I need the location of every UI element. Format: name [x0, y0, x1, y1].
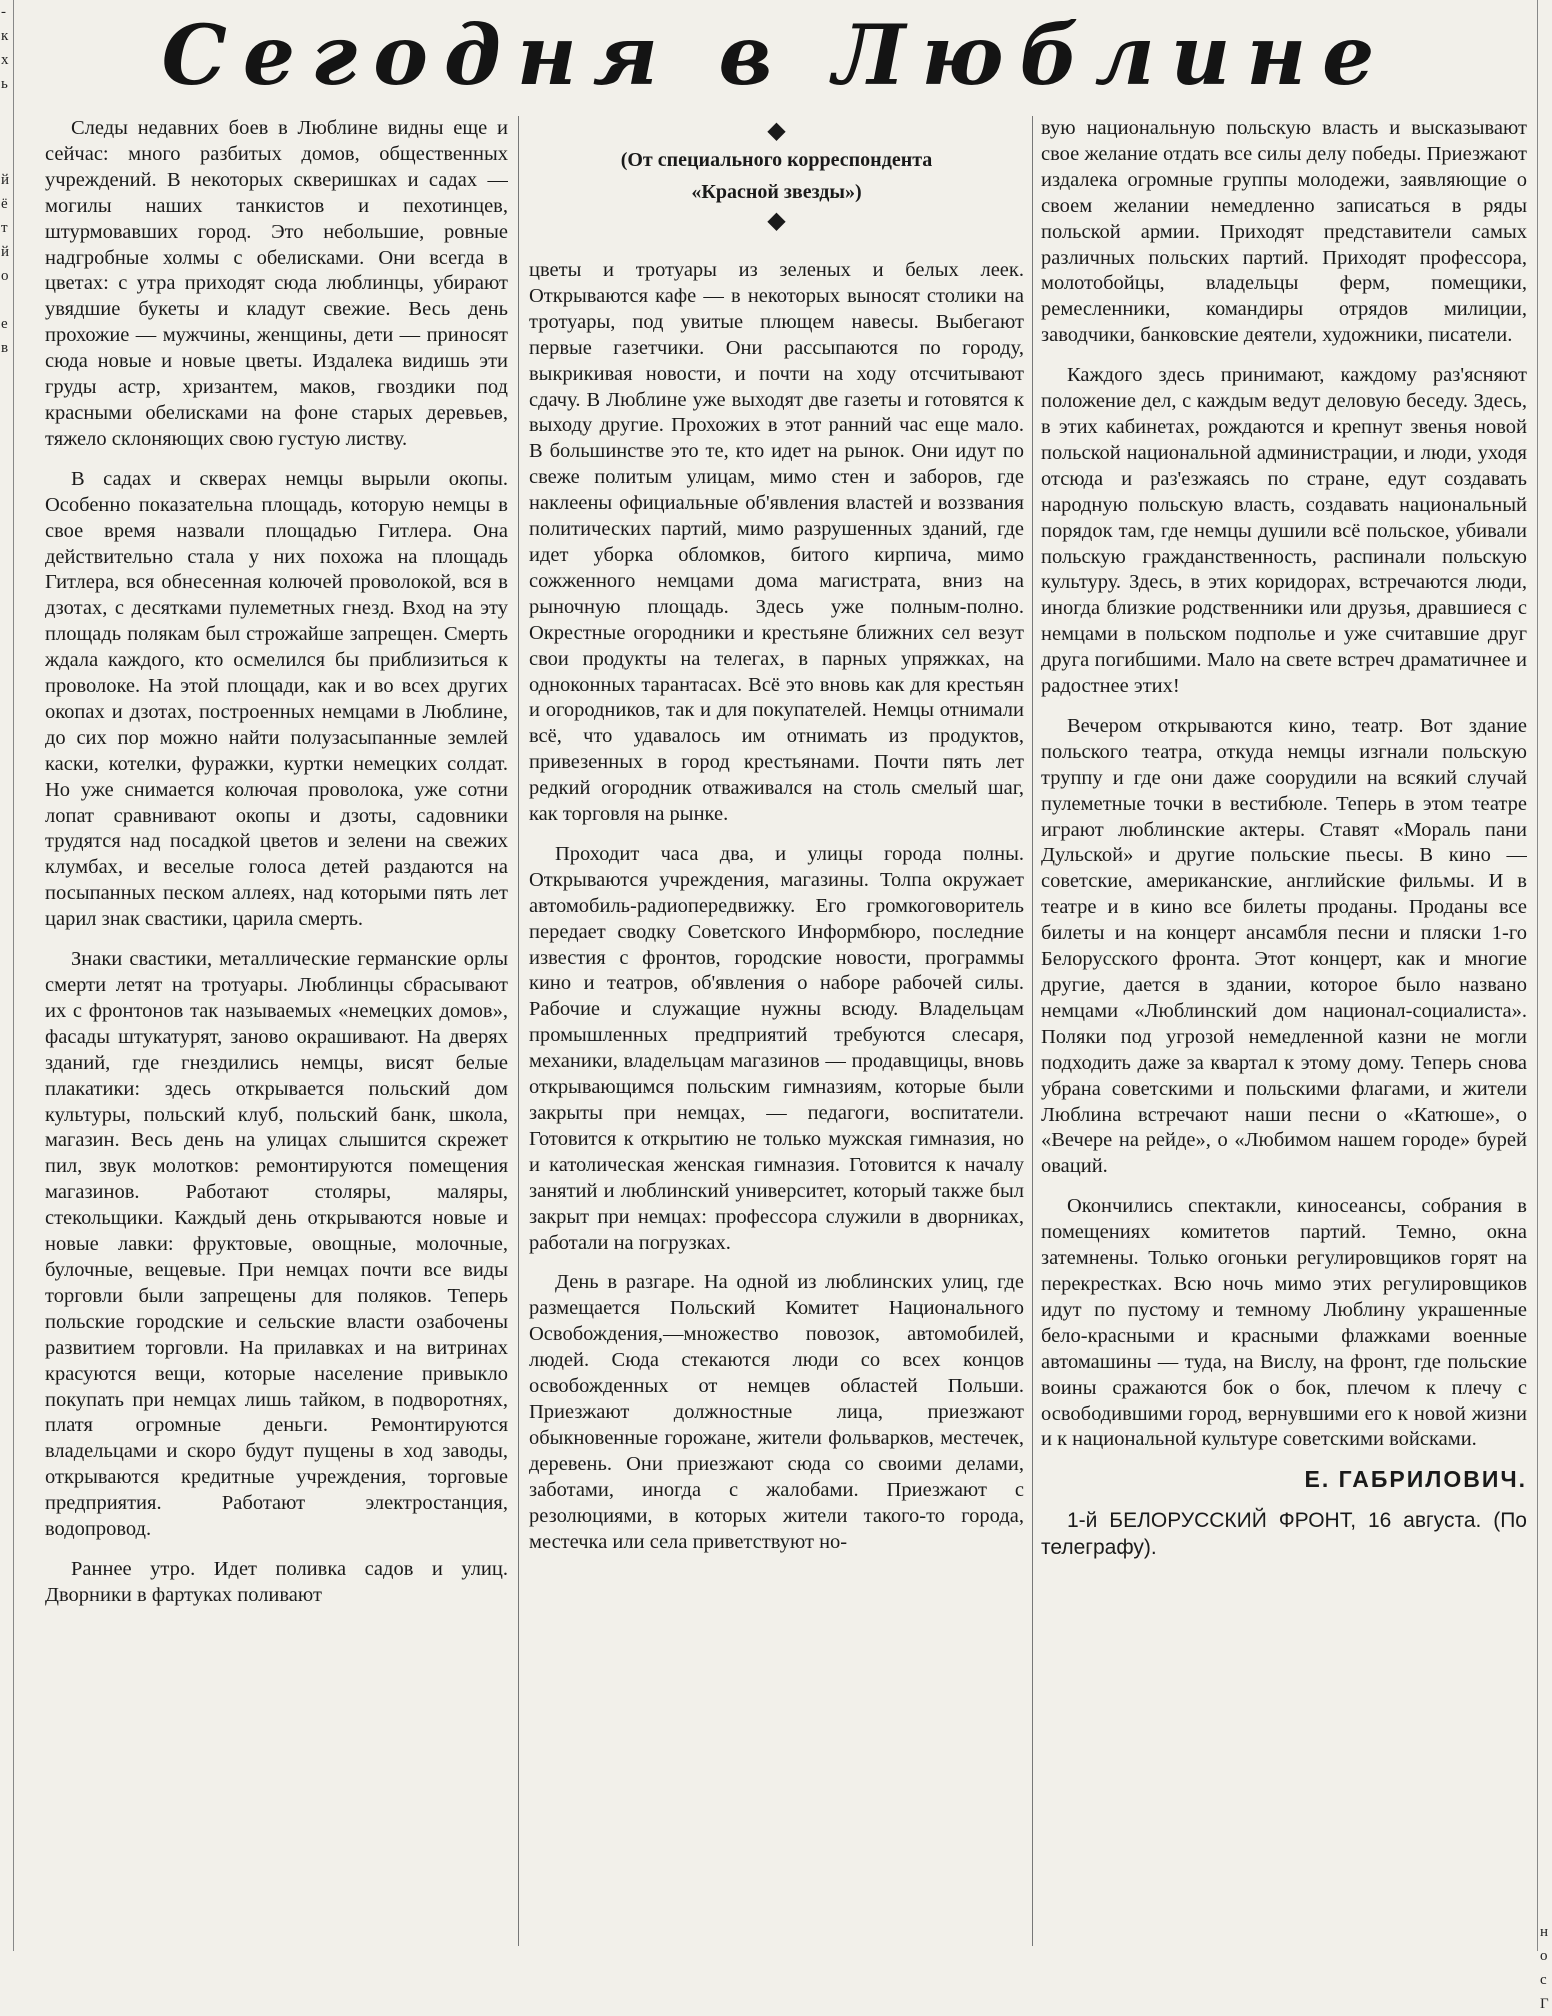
margin-fragment-char: [1540, 1896, 1552, 1920]
paragraph: Окончились спектакли, киносеансы, собрания в помещениях комитетов партий. Темно, окна затемнены. Только огоньки регулировщиков горят на перекрестках. Всю ночь мимо этих регулировщиков идут по пустому и темному Люблину украшенные бело-красными и красными флажками военные автомашины — туда, на Вислу, на фронт, где польские воины сражаются бок о бок, плечом к плечу с освободившими город, вернувшими его к новой жизни и к национальной культуре советскими войсками.: [1041, 1195, 1527, 1451]
paragraph: Вечером открываются кино, театр. Вот здание польского театра, откуда немцы изгнали польскую труппу и где они даже соорудили на всякий случай пулеметные точки в вестибюле. Теперь в этом театре играют люблинские актеры. Ставят «Мораль пани Дульской» и другие польские пьесы. В кино — советские, американские, английские фильмы. И в театре и в кино все билеты проданы. Проданы все билеты и на концерт ансамбля песни и пляски 1-го Белорусского фронта. Этот концерт, как и многие другие, дается в здании, которое было названо немцами «Люблинский дом национал-социалиста». Поляки под угрозой немедленной казни не могли подходить даже за квартал к этому дому. Теперь снова убрана советскими и польскими флагами, и жители Люблина встречают наши песни о «Катюше», о «Вечере на рейде», о «Любимом нашем городе» бурей оваций.: [1041, 714, 1527, 1178]
margin-fragment-char: [1540, 1776, 1552, 1800]
margin-fragment-char: [1540, 216, 1552, 240]
margin-fragment-char: [1540, 1128, 1552, 1152]
margin-fragment-char: [1540, 648, 1552, 672]
margin-fragment-char: н: [1540, 1924, 1549, 1940]
margin-fragment-char: [1540, 672, 1552, 696]
margin-fragment-char: [1, 360, 13, 384]
margin-fragment-char: [1540, 1248, 1552, 1272]
margin-fragment-char: [1540, 384, 1552, 408]
margin-fragment-char: [1540, 1512, 1552, 1536]
margin-fragment-char: [1540, 504, 1552, 528]
margin-fragment-char: [1540, 0, 1552, 24]
margin-fragment-char: [1540, 720, 1552, 744]
column-divider: [518, 116, 519, 1946]
margin-fragment-char: [1540, 456, 1552, 480]
margin-fragment-char: [1540, 600, 1552, 624]
paragraph: Следы недавних боев в Люблине видны еще и сейчас: много разбитых домов, общественных учреждений. В некоторых скверишках и садах — могилы наших танкистов и пехотинцев, штурмовавших город. Это небольшие, ровные надгробные холмы с обелисками. Они всегда в цветах: с утра приходят сюда люблинцы, убирают увядшие букеты и кладут свежие. Весь день прохожие — мужчины, женщины, дети — приносят сюда новые и новые цветы. Издалека видишь эти груды астр, хризантем, маков, гвоздики под красными обелисками на фоне старых деревьев, тяжело склоняющих свою густую листву.: [45, 117, 508, 450]
margin-fragment-char: [1540, 1752, 1552, 1776]
margin-fragment-char: [1540, 1416, 1552, 1440]
column-2: [529, 258, 1024, 1946]
column-3: [1041, 116, 1527, 1946]
margin-fragment-char: [1540, 1008, 1552, 1032]
margin-fragment-char: [1540, 1296, 1552, 1320]
paragraph: Знаки свастики, металлические германские орлы смерти летят на тротуары. Люблинцы сбрасывают их с фронтонов так называемых «немецких домов», фасады штукатурят, заново окрашивают. На дверях зданий, где гнездились немцы, висят белые плакатики: здесь открывается польский дом культуры, польский клуб, польский банк, школа, магазин. Весь день на улицах слышится скрежет пил, звук молотков: ремонтируются помещения магазинов. Работают столяры, маляры, стекольщики. Каждый день открываются новые и новые лавки: фруктовые, овощные, молочные, булочные, вещевые. При немцах почти все виды торговли были запрещены для поляков. Теперь польские городские и сельские власти озабочены развитием торговли. На прилавках и на витринах красуются вещи, которые население привыкло покупать при немцах лишь тайком, в подворотнях, платя огромные деньги. Ремонтируются владельцами и скоро будут пущены в ход заводы, открываются кредитные учреждения, торговые предприятия. Работают электростанция, водопровод.: [45, 948, 508, 1541]
margin-fragment-char: [1540, 288, 1552, 312]
margin-fragment-char: [1540, 48, 1552, 72]
margin-fragment-char: [1540, 240, 1552, 264]
margin-fragment-char: [1540, 264, 1552, 288]
margin-fragment-char: [1540, 1032, 1552, 1056]
margin-fragment-char: [1540, 1632, 1552, 1656]
margin-fragment-char: [1, 120, 13, 144]
margin-fragment-char: [1540, 1824, 1552, 1848]
margin-fragment-char: [1540, 120, 1552, 144]
margin-fragment-char: о: [1, 268, 9, 284]
margin-fragment-char: [1, 384, 13, 408]
margin-fragment-char: [1540, 912, 1552, 936]
author-byline: Е. ГАБРИЛОВИЧ.: [1304, 1466, 1527, 1493]
column-divider: [1032, 116, 1033, 1946]
margin-fragment-char: х: [1, 52, 9, 68]
margin-fragment-char: [1540, 312, 1552, 336]
headline: Сегодня в Люблине: [161, 8, 1391, 104]
paragraph: Раннее утро. Идет поливка садов и улиц. Дворники в фартуках поливают: [45, 1557, 508, 1606]
margin-fragment-char: [1, 96, 13, 120]
margin-fragment-char: [1540, 360, 1552, 384]
margin-fragment-char: к: [1, 28, 9, 44]
margin-fragment-char: [1540, 1368, 1552, 1392]
margin-fragment-char: [1540, 1728, 1552, 1752]
margin-fragment-char: [1540, 576, 1552, 600]
margin-fragment-char: [1540, 840, 1552, 864]
margin-fragment-char: ь: [1, 76, 8, 92]
margin-fragment-char: [1540, 1848, 1552, 1872]
margin-fragment-char: [1540, 696, 1552, 720]
diamond-ornament-icon: ◆: [767, 208, 786, 234]
dateline: 1-й БЕЛОРУССКИЙ ФРОНТ, 16 августа. (По телеграфу).: [1041, 1509, 1527, 1560]
margin-fragment-char: [1540, 408, 1552, 432]
left-margin-fragment: [0, 0, 14, 1951]
margin-fragment-char: [1540, 1392, 1552, 1416]
correspondent-credit: [529, 118, 1024, 234]
margin-fragment-char: [1, 504, 13, 528]
margin-fragment-char: [1540, 1680, 1552, 1704]
margin-fragment-char: Г: [1540, 1996, 1549, 2012]
margin-fragment-char: [1, 288, 13, 312]
margin-fragment-char: [1540, 168, 1552, 192]
margin-fragment-char: [1540, 96, 1552, 120]
margin-fragment-char: [1540, 1104, 1552, 1128]
paragraph: вую национальную польскую власть и высказывают свое желание отдать все силы делу победы. Приезжают издалека огромные группы молодежи, заявляющие о своем желании немедленно записаться в ряды польской армии. Приходят представители самых различных польских партий. Приходят профессора, молотобойцы, владельцы ферм, помещики, ремесленники, командиры отрядов милиции, заводчики, банковские деятели, художники, писатели.: [1041, 117, 1527, 347]
margin-fragment-char: с: [1540, 1972, 1547, 1988]
column-1: [45, 116, 508, 1946]
margin-fragment-char: [1540, 1080, 1552, 1104]
margin-fragment-char: [1, 480, 13, 504]
margin-fragment-char: ё: [1, 196, 8, 212]
paragraph: Каждого здесь принимают, каждому раз'ясняют положение дел, с каждым ведут деловую беседу. Здесь, в этих кабинетах, рождаются и крепнут звенья новой польской национальной администрации, и люди, уходя отсюда и раз'езжаясь по стране, едут создавать народную польскую власть, создавать национальный порядок там, где немцы душили всё польское, убивали польскую гражданственность, распинали польскую культуру. Здесь, в этих коридорах, встречаются люди, иногда близкие родственники или друзья, дравшиеся с немцами в польском подполье и уже считавшие друг друга погибшими. Мало на свете встреч драматичнее и радостнее этих!: [1041, 364, 1527, 698]
margin-fragment-char: [1540, 1536, 1552, 1560]
margin-fragment-char: [1540, 1272, 1552, 1296]
margin-fragment-char: [1540, 768, 1552, 792]
margin-fragment-char: [1540, 24, 1552, 48]
paragraph: День в разгаре. На одной из люблинских улиц, где размещается Польский Комитет Национального Освобождения,—множество повозок, автомобилей, людей. Сюда стекаются люди со всех концов освобожденных от немцев областей Польши. Приезжают должностные лица, приезжают обыкновенные горожане, жители фольварков, местечек, деревень. Они приезжают сюда со своими делами, заботами, иногда с жалобами. Приезжают с резолюциями, в которых жители такого-то города, местечка или села приветствуют но-: [529, 1271, 1024, 1553]
margin-fragment-char: [1, 528, 13, 552]
margin-fragment-char: [1540, 744, 1552, 768]
margin-fragment-char: в: [1, 340, 9, 356]
margin-fragment-char: [1540, 528, 1552, 552]
margin-fragment-char: [1540, 1152, 1552, 1176]
margin-fragment-char: [1540, 1200, 1552, 1224]
margin-fragment-char: -: [1, 4, 6, 20]
margin-fragment-char: [1540, 1464, 1552, 1488]
right-margin-fragment: [1537, 0, 1552, 2012]
margin-fragment-char: [1540, 888, 1552, 912]
margin-fragment-char: [1540, 816, 1552, 840]
credit-line-2: «Красной звезды»): [691, 181, 862, 203]
margin-fragment-char: [1540, 1488, 1552, 1512]
margin-fragment-char: й: [1, 172, 10, 188]
margin-fragment-char: [1540, 792, 1552, 816]
margin-fragment-char: [1, 408, 13, 432]
margin-fragment-char: [1540, 1440, 1552, 1464]
margin-fragment-char: [1, 432, 13, 456]
margin-fragment-char: [1540, 1800, 1552, 1824]
margin-fragment-char: [1540, 432, 1552, 456]
margin-fragment-char: [1, 552, 13, 576]
margin-fragment-char: [1540, 144, 1552, 168]
margin-fragment-char: [1540, 1584, 1552, 1608]
margin-fragment-char: [1, 456, 13, 480]
credit-line-1: (От специального корреспондента: [620, 149, 933, 171]
paragraph: В садах и скверах немцы вырыли окопы. Особенно показательна площадь, которую немцы в свое время назвали площадью Гитлера. Она действительно стала у них похожа на площадь Гитлера, вся обнесенная колючей проволокой, вся в дзотах, с десятками пулеметных гнезд. Вход на эту площадь полякам был строжайше запрещен. Смерть ждала каждого, кто осмелился бы приблизиться к проволоке. На этой площади, как и во всех других окопах и дзотах, построенных немцами в Люблине, до сих пор можно найти полузасыпанные землей каски, котелки, фуражки, куртки немецких солдат. Но уже снимается колючая проволока, уже сотни лопат сравнивают окопы и дзоты, садовники трудятся над посадкой цветов и зелени на свежих клумбах, и веселые голоса детей раздаются на посыпанных песком аллеях, над которыми пять лет царил знак свастики, царила смерть.: [45, 467, 508, 931]
margin-fragment-char: [1540, 72, 1552, 96]
margin-fragment-char: [1540, 1872, 1552, 1896]
margin-fragment-char: [1, 576, 13, 600]
margin-fragment-char: [1540, 1704, 1552, 1728]
margin-fragment-char: [1540, 624, 1552, 648]
margin-fragment-char: [1540, 864, 1552, 888]
margin-fragment-char: [1540, 336, 1552, 360]
margin-fragment-char: [1540, 1224, 1552, 1248]
margin-fragment-char: [1540, 936, 1552, 960]
paragraph: Проходит часа два, и улицы города полны. Открываются учреждения, магазины. Толпа окружает автомобиль-радиопередвижку. Его громкоговоритель передает сводку Советского Информбюро, последние известия с фронтов, городские новости, программы кино и театров, об'явления о наборе рабочей силы. Рабочие и служащие нужны всюду. Владельцам промышленных предприятий требуются слесаря, механики, владельцам магазинов — продавщицы, вновь открывающимся польским гимназиям, которые были закрыты при немцах, — педагоги, воспитатели. Готовится к открытию не только мужская гимназия, но и католическая женская гимназия. Готовится к началу занятий и люблинский университет, который также был закрыт при немцах: профессора служили в дворниках, работали на погрузках.: [529, 842, 1024, 1254]
margin-fragment-char: [1540, 960, 1552, 984]
margin-fragment-char: [1540, 1176, 1552, 1200]
margin-fragment-char: [1540, 1608, 1552, 1632]
margin-fragment-char: [1540, 192, 1552, 216]
margin-fragment-char: [1540, 552, 1552, 576]
margin-fragment-char: [1540, 1560, 1552, 1584]
margin-fragment-char: [1540, 1344, 1552, 1368]
paragraph: цветы и тротуары из зеленых и белых леек. Открываются кафе — в некоторых выносят столики на тротуары, под увитые плющем навесы. Выбегают первые газетчики. Они рассыпаются по городу, выкрикивая новости, и почти на ходу отсчитывают сдачу. В Люблине уже выходят две газеты и готовятся к выходу другие. Прохожих в этот ранний час еще мало. В большинстве это те, кто идет на рынок. Они идут по свеже политым улицам, мимо стен и заборов, где наклеены официальные об'явления властей и воззвания политических партий, мимо разрушенных зданий, где идет уборка обломков, битого кирпича, мимо сожженного немцами дома магистрата, вниз на рыночную площадь. Здесь уже полным-полно. Окрестные огородники и крестьяне ближних сел везут свои продукты на телегах, в парных упряжках, на одноконных тарантасах. Всё это вновь как для крестьян и огородников, так и для покупателей. Немцы отнимали всё, что удавалось им отнимать из продуктов, привезенных в город крестьянами. Почти пять лет редкий огородник отваживался на столь смелый шаг, как торговля на рынке.: [529, 259, 1024, 826]
margin-fragment-char: т: [1, 220, 8, 236]
margin-fragment-char: о: [1540, 1948, 1548, 1964]
margin-fragment-char: [1540, 984, 1552, 1008]
margin-fragment-char: е: [1, 316, 8, 332]
margin-fragment-char: [1540, 1320, 1552, 1344]
margin-fragment-char: й: [1, 244, 10, 260]
margin-fragment-char: [1540, 480, 1552, 504]
margin-fragment-char: [1540, 1056, 1552, 1080]
margin-fragment-char: [1, 144, 13, 168]
diamond-ornament-icon: ◆: [767, 118, 786, 144]
margin-fragment-char: [1540, 1656, 1552, 1680]
